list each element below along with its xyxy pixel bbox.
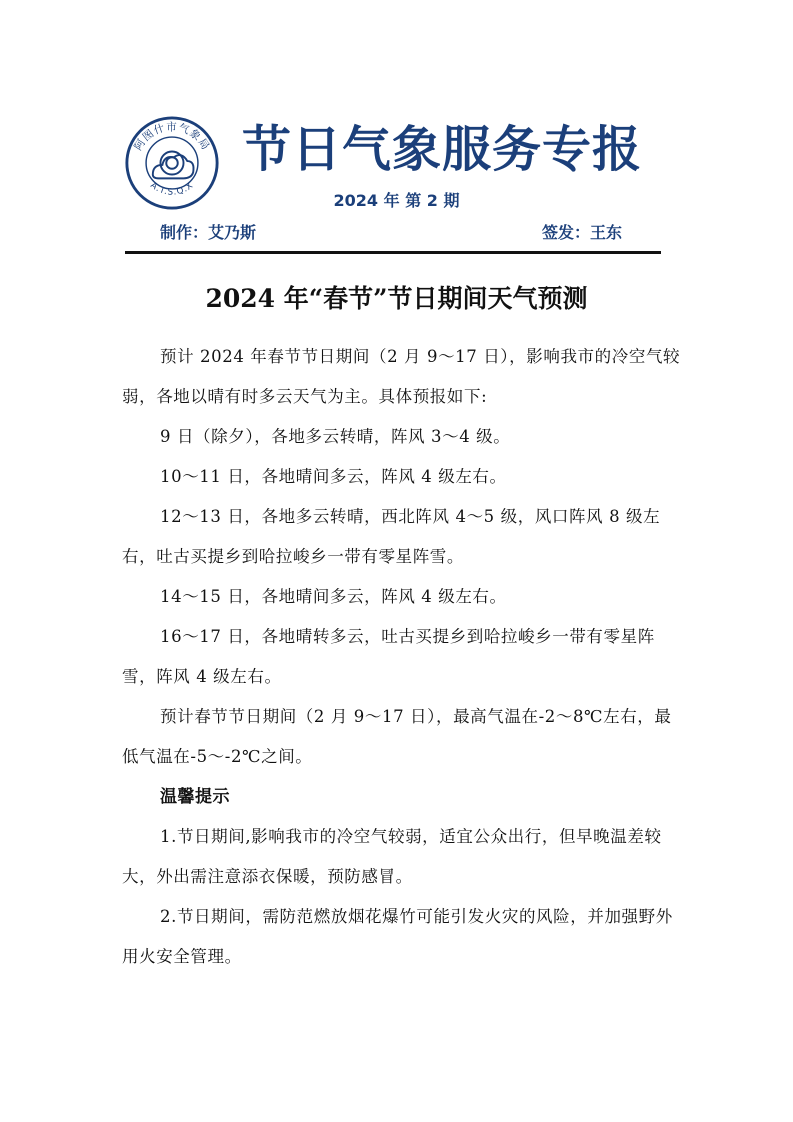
forecast-paragraph: 预计 2024 年春节节日期间（2 月 9～17 日），影响我市的冷空气较弱，各地以晴有时多云天气为主。具体预报如下: [122, 347, 681, 406]
bulletin-title: 节日气象服务专报 [242, 121, 643, 178]
forecast-paragraph: 10～11 日，各地晴间多云，阵风 4 级左右。 [160, 467, 507, 486]
forecast-paragraph: 14～15 日，各地晴间多云，阵风 4 级左右。 [160, 587, 507, 606]
tip-paragraph: 2.节日期间，需防范燃放烟花爆竹可能引发火灾的风险，并加强野外用火安全管理。 [122, 907, 673, 966]
signer-label: 签发：王东 [542, 223, 623, 242]
article-heading: 2024 年“春节”节日期间天气预测 [205, 284, 588, 313]
issue-number: 2024 年 第 2 期 [333, 191, 460, 210]
tips-heading: 温馨提示 [160, 787, 230, 807]
forecast-paragraph: 9 日（除夕），各地多云转晴，阵风 3～4 级。 [160, 427, 511, 446]
forecast-paragraph: 预计春节节日期间（2 月 9～17 日），最高气温在-2～8℃左右，最低气温在-5～-2℃之间。 [122, 707, 672, 766]
maker-label: 制作：艾乃斯 [160, 223, 257, 242]
article-body [122, 337, 682, 977]
forecast-paragraph: 16～17 日，各地晴转多云，吐古买提乡到哈拉峻乡一带有零星阵雪，阵风 4 级左右。 [122, 627, 655, 686]
tip-paragraph: 1.节日期间,影响我市的冷空气较弱，适宜公众出行，但早晚温差较大，外出需注意添衣保暖，预防感冒。 [122, 827, 662, 886]
header-divider [125, 251, 661, 254]
forecast-paragraph: 12～13 日，各地多云转晴，西北阵风 4～5 级，风口阵风 8 级左右，吐古买提乡到哈拉峻乡一带有零星阵雪。 [122, 507, 661, 566]
logo-bottom-text: A.T.S.Q.X [148, 180, 196, 198]
logo-ring-text: 阿图什市气象局 [132, 121, 212, 153]
